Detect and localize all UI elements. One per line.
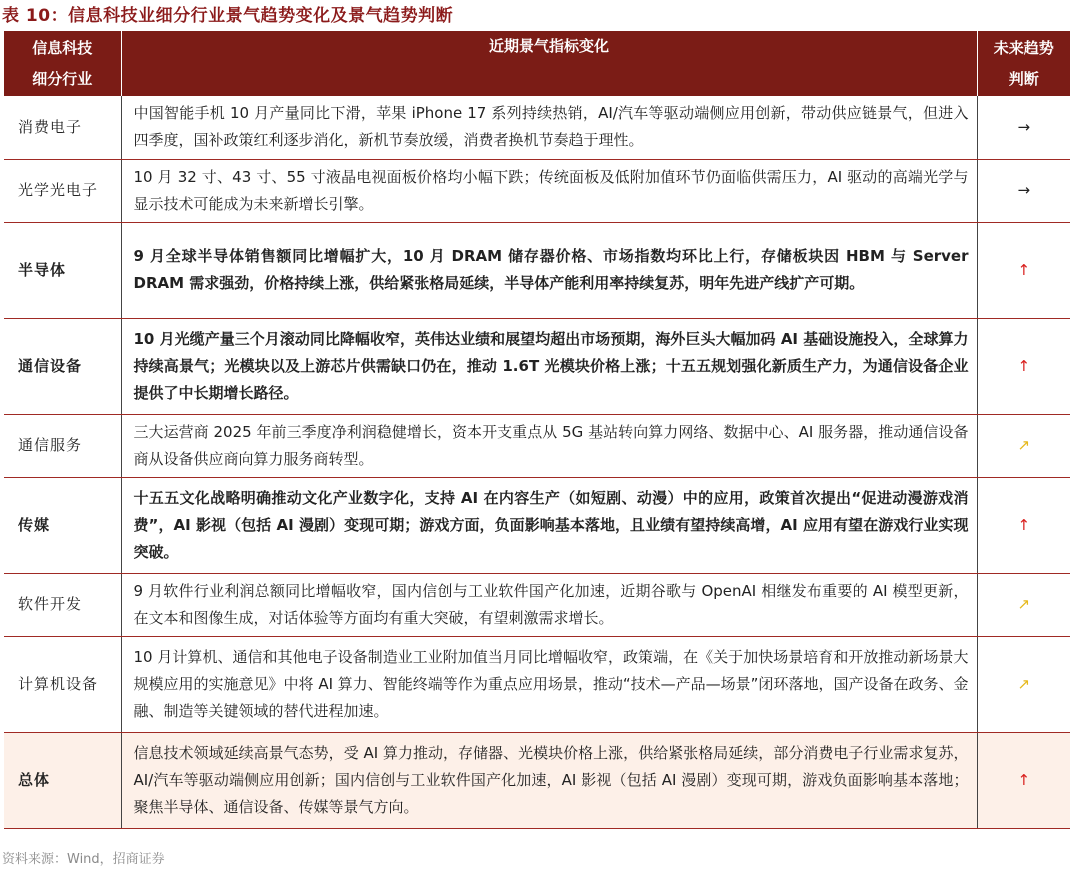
table-row bbox=[4, 318, 1070, 414]
table-row bbox=[4, 222, 1070, 318]
row-description: 10 月光缆产量三个月滚动同比降幅收窄，英伟达业绩和展望均超出市场预期，海外巨头大幅加码 AI 基础设施投入，全球算力持续高景气；光模块以及上游芯片供需缺口仍在，推动 1.6T 光模块价格上涨；十五五规划强化新质生产力，为通信设备企业提供了中长期增长路径。 bbox=[121, 318, 977, 414]
table-title: 表 10：信息科技业细分行业景气趋势变化及景气趋势判断 bbox=[2, 6, 454, 26]
trend-diagonal-up-arrow-icon: ↗ bbox=[977, 636, 1070, 732]
source-note: 资料来源：Wind，招商证券 bbox=[2, 852, 165, 867]
row-category: 总体 bbox=[4, 732, 121, 828]
header-row bbox=[4, 31, 1070, 96]
row-category: 消费电子 bbox=[4, 96, 121, 159]
row-description: 10 月计算机、通信和其他电子设备制造业工业附加值当月同比增幅收窄，政策端，在《关于加快场景培育和开放推动新场景大规模应用的实施意见》中将 AI 算力、智能终端等作为重点应用场景，推动“技术—产品—场景”闭环落地，国产设备在政务、金融、制造等关键领域的替代进程加速。 bbox=[121, 636, 977, 732]
row-description: 10 月 32 寸、43 寸、55 寸液晶电视面板价格均小幅下跌；传统面板及低附加值环节仍面临供需压力，AI 驱动的高端光学与显示技术可能成为未来新增长引擎。 bbox=[121, 159, 977, 222]
row-description: 十五五文化战略明确推动文化产业数字化，支持 AI 在内容生产（如短剧、动漫）中的应用，政策首次提出“促进动漫游戏消费”，AI 影视（包括 AI 漫剧）变现可期；游戏方面，负面影响基本落地，且业绩有望持续高增，AI 应用有望在游戏行业实现突破。 bbox=[121, 477, 977, 573]
header-category-line1: 信息科技 bbox=[32, 38, 93, 57]
table-row bbox=[4, 477, 1070, 573]
header-indicator bbox=[121, 31, 977, 96]
header-category-line2: 细分行业 bbox=[32, 69, 93, 88]
row-category: 通信服务 bbox=[4, 414, 121, 477]
table-row bbox=[4, 414, 1070, 477]
trend-up-arrow-icon: ↑ bbox=[977, 477, 1070, 573]
header-category bbox=[4, 31, 121, 96]
trend-diagonal-up-arrow-icon: ↗ bbox=[977, 573, 1070, 636]
header-indicator-label: 近期景气指标变化 bbox=[488, 37, 609, 55]
table-row-total bbox=[4, 732, 1070, 828]
row-category: 光学光电子 bbox=[4, 159, 121, 222]
trend-up-arrow-icon: ↑ bbox=[977, 732, 1070, 828]
row-category: 传媒 bbox=[4, 477, 121, 573]
industry-trend-table bbox=[4, 31, 1070, 829]
row-category: 计算机设备 bbox=[4, 636, 121, 732]
trend-right-arrow-icon: → bbox=[977, 96, 1070, 159]
row-category: 软件开发 bbox=[4, 573, 121, 636]
trend-up-arrow-icon: ↑ bbox=[977, 318, 1070, 414]
header-trend-line2: 判断 bbox=[1008, 69, 1039, 88]
trend-up-arrow-icon: ↑ bbox=[977, 222, 1070, 318]
table-row bbox=[4, 96, 1070, 159]
table-row bbox=[4, 636, 1070, 732]
header-trend bbox=[977, 31, 1070, 96]
row-category: 半导体 bbox=[4, 222, 121, 318]
row-description: 三大运营商 2025 年前三季度净利润稳健增长，资本开支重点从 5G 基站转向算力网络、数据中心、AI 服务器，推动通信设备商从设备供应商向算力服务商转型。 bbox=[121, 414, 977, 477]
row-description: 中国智能手机 10 月产量同比下滑，苹果 iPhone 17 系列持续热销，AI/汽车等驱动端侧应用创新，带动供应链景气，但进入四季度，国补政策红利逐步消化，新机节奏放缓，消费者换机节奏趋于理性。 bbox=[121, 96, 977, 159]
row-description: 9 月全球半导体销售额同比增幅扩大，10 月 DRAM 储存器价格、市场指数均环比上行，存储板块因 HBM 与 Server DRAM 需求强劲，价格持续上涨，供给紧张格局延续，半导体产能利用率持续复苏，明年先进产线扩产可期。 bbox=[121, 222, 977, 318]
trend-right-arrow-icon: → bbox=[977, 159, 1070, 222]
row-description: 9 月软件行业利润总额同比增幅收窄，国内信创与工业软件国产化加速，近期谷歌与 OpenAI 相继发布重要的 AI 模型更新，在文本和图像生成，对话体验等方面均有重大突破，有望刺激需求增长。 bbox=[121, 573, 977, 636]
row-category: 通信设备 bbox=[4, 318, 121, 414]
row-description: 信息技术领域延续高景气态势，受 AI 算力推动，存储器、光模块价格上涨，供给紧张格局延续，部分消费电子行业需求复苏，AI/汽车等驱动端侧应用创新；国内信创与工业软件国产化加速，AI 影视（包括 AI 漫剧）变现可期，游戏负面影响基本落地；聚焦半导体、通信设备、传媒等景气方向。 bbox=[121, 732, 977, 828]
table-row bbox=[4, 573, 1070, 636]
table-row bbox=[4, 159, 1070, 222]
header-trend-line1: 未来趋势 bbox=[993, 38, 1054, 57]
trend-diagonal-up-arrow-icon: ↗ bbox=[977, 414, 1070, 477]
